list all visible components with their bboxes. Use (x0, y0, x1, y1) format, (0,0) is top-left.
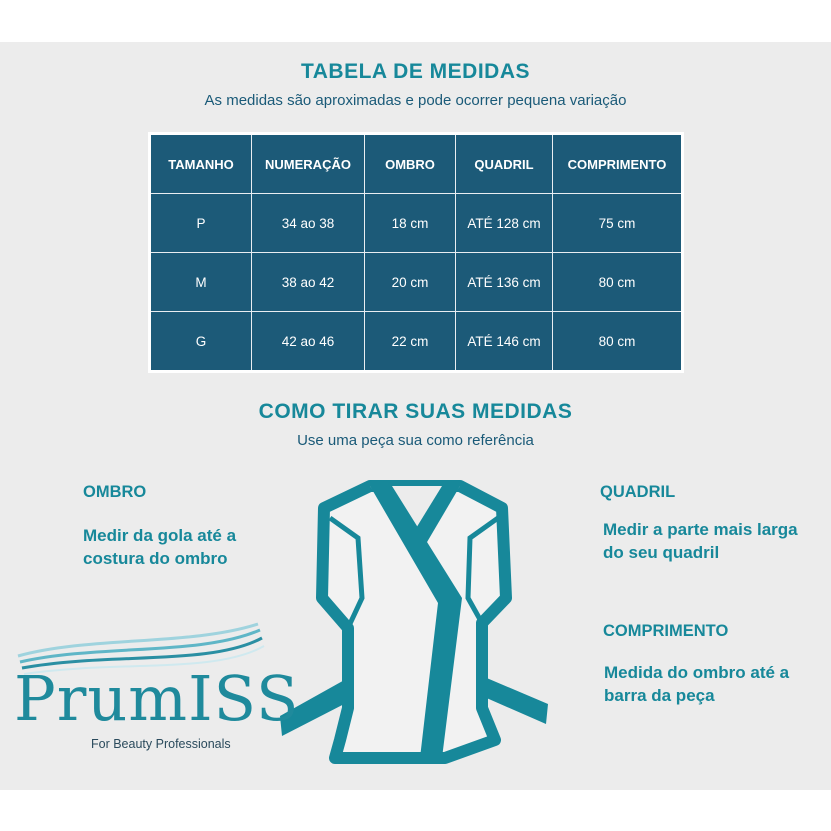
column-header: NUMERAÇÃO (252, 134, 365, 194)
table-cell: 75 cm (553, 194, 683, 253)
table-cell: 42 ao 46 (252, 312, 365, 372)
table-row (150, 312, 683, 372)
column-header: TAMANHO (150, 134, 252, 194)
table-cell: 22 cm (365, 312, 456, 372)
size-table (148, 132, 684, 373)
table-cell: ATÉ 128 cm (456, 194, 553, 253)
table-cell: 20 cm (365, 253, 456, 312)
garment-illustration (270, 478, 560, 768)
ombro-heading: OMBRO (83, 483, 147, 501)
size-table-subtitle: As medidas são aproximadas e pode ocorrer pequena variação (204, 92, 627, 109)
comprimento-heading: COMPRIMENTO (603, 622, 729, 640)
table-row (150, 253, 683, 312)
quadril-instruction: Medir a parte mais larga do seu quadril (603, 520, 798, 562)
table-cell: 80 cm (553, 312, 683, 372)
howto-subtitle: Use uma peça sua como referência (297, 432, 534, 449)
table-cell: G (150, 312, 252, 372)
table-header-row (150, 134, 683, 194)
ombro-instruction: Medir da gola até a costura do ombro (83, 526, 237, 568)
howto-title: COMO TIRAR SUAS MEDIDAS (258, 400, 573, 423)
table-cell: 80 cm (553, 253, 683, 312)
table-row (150, 194, 683, 253)
brand-logo-name: PrumISS (14, 662, 300, 735)
table-cell: M (150, 253, 252, 312)
quadril-heading: QUADRIL (600, 483, 676, 501)
table-cell: 34 ao 38 (252, 194, 365, 253)
column-header: QUADRIL (456, 134, 553, 194)
column-header: OMBRO (365, 134, 456, 194)
table-cell: P (150, 194, 252, 253)
table-cell: 38 ao 42 (252, 253, 365, 312)
table-cell: ATÉ 136 cm (456, 253, 553, 312)
table-cell: ATÉ 146 cm (456, 312, 553, 372)
size-table-title: TABELA DE MEDIDAS (301, 60, 530, 83)
column-header: COMPRIMENTO (553, 134, 683, 194)
table-cell: 18 cm (365, 194, 456, 253)
brand-tagline: For Beauty Professionals (91, 737, 231, 751)
comprimento-instruction: Medida do ombro até a barra da peça (604, 663, 790, 705)
